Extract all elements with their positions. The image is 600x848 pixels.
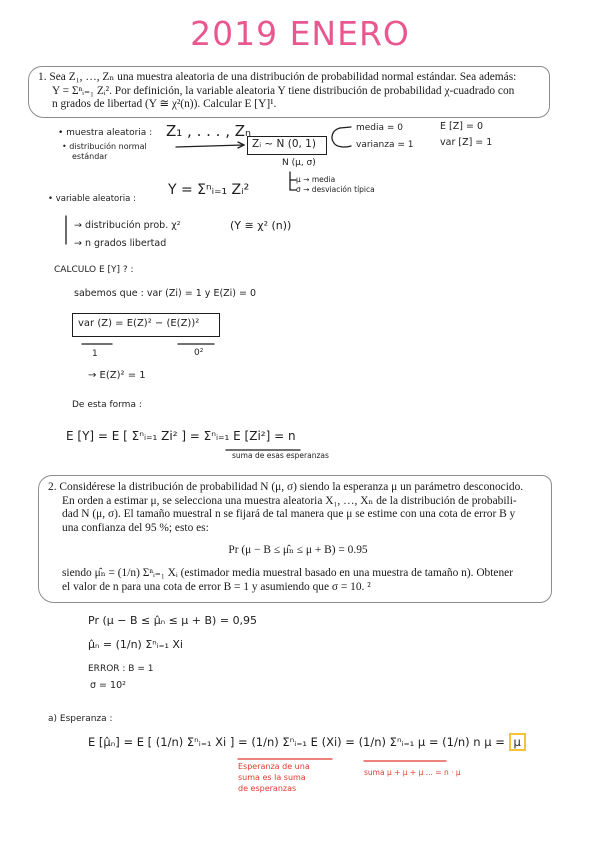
question-2-line-5: siendo μ̂ₙ = (1/n) Σⁿᵢ₌₁ Xᵢ (estimador media muestral basado en una muestra de tamaño n). Obtener — [62, 566, 514, 579]
red-note-line-2: suma es la suma — [238, 773, 306, 782]
normal-mu-sigma: N (μ, σ) — [282, 158, 316, 168]
boxed-mu-result: μ — [509, 733, 526, 751]
variable-label: • variable aleatoria : — [48, 194, 136, 204]
part-a-label: a) Esperanza : — [48, 714, 113, 724]
sigma-connector — [290, 180, 296, 190]
arrow-to-box — [176, 145, 243, 147]
dist-prob-note: → distribución prob. χ² — [74, 220, 181, 231]
red-note-suma: suma μ + μ + μ ... = n · μ — [364, 768, 461, 777]
mu-media-note: μ → media — [296, 175, 336, 184]
question-2-number: 2. — [48, 481, 57, 493]
expectation-y-equation: E [Y] = E [ Σⁿᵢ₌₁ Zi² ] = Σⁿᵢ₌₁ E [Zi²] = n — [66, 429, 296, 443]
question-1-number: 1. — [38, 71, 47, 83]
question-2-line-3: dad N (μ, σ). El tamaño muestral n se fijará de tal manera que μ se estime con una cota de error B y — [62, 508, 516, 521]
dist-label-2: estándar — [72, 152, 108, 161]
media-value: media = 0 — [356, 123, 404, 133]
sigma-desviacion-note: σ → desviación típica — [296, 185, 375, 194]
de-esta-forma: De esta forma : — [72, 400, 142, 410]
under-zero: 0² — [194, 348, 204, 358]
brace-media-top — [340, 127, 351, 128]
expectation-z: E [Z] = 0 — [440, 121, 483, 132]
error-bound: ERROR : B = 1 — [88, 664, 154, 674]
variance-z: var [Z] = 1 — [440, 137, 493, 148]
variance-formula: var (Z) = E(Z)² − (E(Z))² — [78, 318, 200, 329]
mu-hat-definition: μ̂ₙ = (1/n) Σⁿᵢ₌₁ Xi — [88, 638, 183, 651]
variable-equation: Y = Σⁿᵢ₌₁ Zᵢ² — [168, 182, 250, 198]
question-2-line-6: el valor de n para una cota de error B = 1 y asumiendo que σ = 10. ² — [62, 580, 371, 593]
page-title: 2019 ENERO — [190, 14, 410, 53]
varianza-value: varianza = 1 — [356, 140, 414, 150]
probability-statement: Pr (μ − B ≤ μ̂ₙ ≤ μ + B) = 0,95 — [88, 614, 258, 627]
muestra-label: • muestra aleatoria : — [58, 128, 153, 138]
calculo-heading: CALCULO E [Y] ? : — [54, 265, 134, 275]
suma-esperanzas-note: suma de esas esperanzas — [232, 451, 329, 460]
question-2-line-1: Considérese la distribución de probabilidad N (μ, σ) siendo la esperanza μ un parámetro desconocido. — [59, 481, 524, 493]
red-note-line-1: Esperanza de una — [238, 762, 310, 771]
expectation-z-squared: → E(Z)² = 1 — [88, 370, 146, 381]
brace-media-varianza — [332, 128, 351, 147]
question-2-line-4: una confianza del 95 %; esto es: — [62, 521, 209, 534]
sabemos-que: sabemos que : var (Zi) = 1 y E(Zi) = 0 — [74, 288, 257, 299]
y-chi-square: (Y ≅ χ² (n)) — [230, 219, 292, 232]
under-one: 1 — [92, 349, 98, 359]
red-note-line-3: de esperanzas — [238, 784, 297, 793]
boxed-distribution: Zᵢ ~ N (0, 1) — [252, 138, 316, 150]
question-1-line-3: n grados de libertad (Y ≅ χ²(n)). Calcular E [Y]¹. — [52, 98, 277, 111]
sigma-value: σ = 10² — [90, 680, 126, 691]
question-2-line-2: En orden a estimar μ, se selecciona una muestra aleatoria X₁, …, Xₙ de la distribución de probabili- — [62, 494, 517, 507]
question-2-formula: Pr (μ − B ≤ μ̂ₙ ≤ μ + B) = 0.95 — [228, 544, 368, 557]
question-1-line-1: Sea Z₁, …, Zₙ una muestra aleatoria de una distribución de probabilidad normal estándar. Sea además: — [49, 71, 517, 83]
question-1-line-2: Y = Σⁿᵢ₌₁ Zᵢ². Por definición, la variable aleatoria Y tiene distribución de probabilidad χ-cuadrado con — [52, 84, 515, 97]
expectation-derivation-left: E [μ̂ₙ] = E [ (1/n) Σⁿᵢ₌₁ Xi ] = (1/n) Σⁿᵢ₌₁ E (Xi) = (1/n) Σⁿᵢ₌₁ μ = (1/n) n μ = — [88, 735, 505, 749]
grados-libertad-note: → n grados libertad — [74, 238, 167, 249]
mu-connector — [290, 172, 296, 180]
dist-label-1: • distribución normal — [62, 142, 147, 151]
muestra-value: Z₁ , . . . , Zₙ — [166, 122, 251, 140]
